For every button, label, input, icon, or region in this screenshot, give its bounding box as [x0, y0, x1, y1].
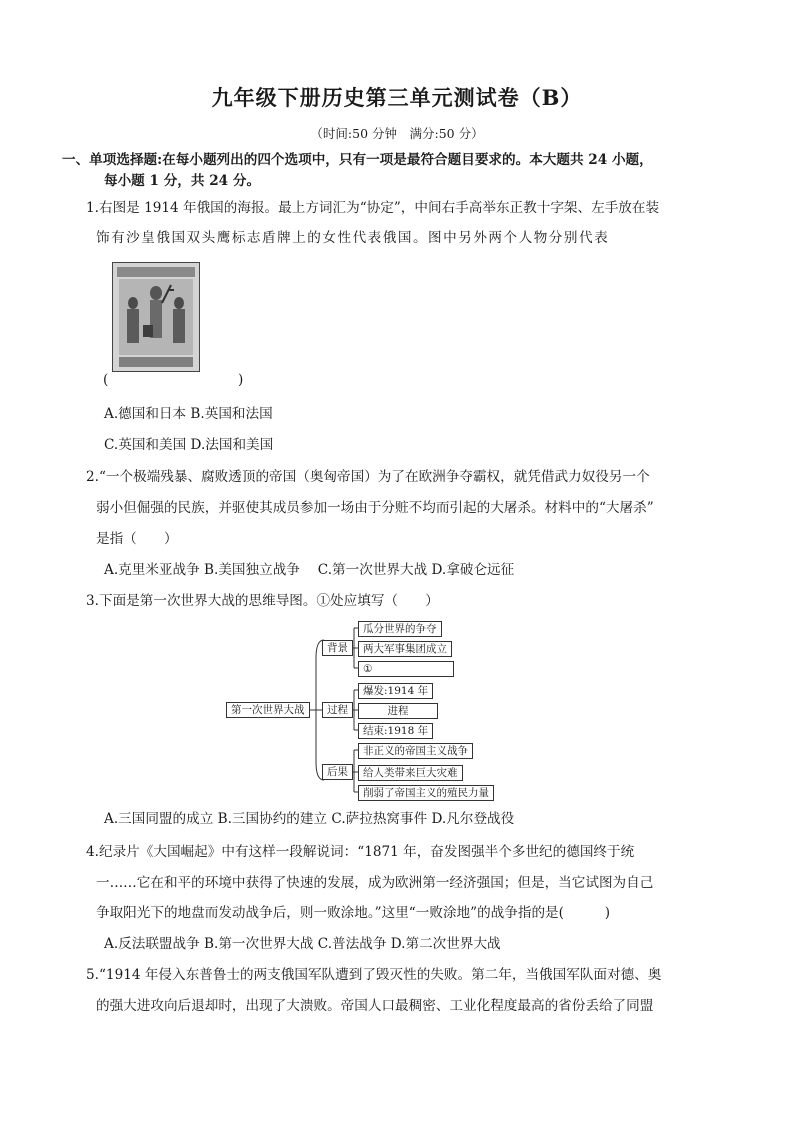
mind-map-item: 非正义的帝国主义战争: [358, 743, 473, 759]
q3-options: A.三国同盟的成立 B.三国协约的建立 C.萨拉热窝事件 D.凡尔登战役: [104, 811, 515, 827]
q4-options: A.反法联盟战争 B.第一次世界大战 C.普法战争 D.第二次世界大战: [104, 936, 501, 952]
q1-options-line2: C.英国和美国 D.法国和美国: [104, 437, 274, 453]
mind-map-item: 爆发:1914 年: [358, 683, 433, 699]
mind-map-root: 第一次世界大战: [226, 702, 310, 718]
page-title: 九年级下册历史第三单元测试卷（B）: [211, 85, 583, 110]
q4-line2: 一……它在和平的环境中获得了快速的发展，成为欧洲第一经济强国；但是，当它试图为自己: [96, 875, 654, 891]
mind-map-item: 两大军事集团成立: [358, 641, 452, 657]
q1-options-line1: A.德国和日本 B.英国和法国: [104, 406, 273, 422]
mind-map-item: 削弱了帝国主义的殖民力量: [358, 785, 494, 801]
q5-line1: 5.“1914 年侵入东普鲁士的两支俄国军队遭到了毁灭性的失败。第二年，当俄国军队面对德、奥: [86, 967, 662, 983]
q5-line2: 的强大进攻向后退却时，出现了大溃败。帝国人口最稠密、工业化程度最高的省份丢给了同盟: [96, 998, 654, 1014]
poster-illustration: [113, 263, 199, 371]
mind-map: [224, 618, 524, 802]
q4-line1: 4.纪录片《大国崛起》中有这样一段解说词：“1871 年，奋发图强半个多世纪的德国终于统: [86, 844, 635, 860]
section-heading-line2: 每小题 1 分，共 24 分。: [104, 173, 261, 189]
section-heading-line1: 一、单项选择题:在每小题列出的四个选项中，只有一项是最符合题目要求的。本大题共 24 小题，: [62, 152, 653, 168]
q3-line1: 3.下面是第一次世界大战的思维导图。①处应填写（ ）: [86, 593, 439, 609]
mind-map-item: 瓜分世界的争夺: [358, 621, 442, 637]
q4-line3: 争取阳光下的地盘而发动战争后，则一败涂地。”这里“一败涂地”的战争指的是( ): [96, 905, 611, 921]
q1-line1: 1.右图是 1914 年俄国的海报。最上方词汇为“协定”，中间右手高举东正教十字架、左手放在装: [86, 200, 660, 216]
mind-map-blank-1: ①: [358, 661, 454, 677]
mind-map-branch-process: 过程: [322, 702, 353, 718]
q1-line2: 饰有沙皇俄国双头鹰标志盾牌上的女性代表俄国。图中另外两个人物分别代表: [96, 230, 610, 246]
q2-options: A.克里米亚战争 B.美国独立战争 C.第一次世界大战 D.拿破仑远征: [104, 562, 515, 578]
mind-map-item: 结束:1918 年: [358, 723, 433, 739]
q2-line3: 是指（ ）: [96, 531, 178, 547]
q2-line2: 弱小但倔强的民族，并驱使其成员参加一场由于分赃不均而引起的大屠杀。材料中的“大屠杀”: [96, 500, 654, 516]
mind-map-item: 给人类带来巨大灾难: [358, 765, 463, 781]
q1-answer-bracket-close: ): [238, 372, 244, 388]
q1-answer-bracket-open: (: [103, 372, 109, 388]
q2-line1: 2.“一个极端残暴、腐败透顶的帝国（奥匈帝国）为了在欧洲争夺霸权，就凭借武力奴役另一个: [86, 469, 650, 485]
mind-map-branch-background: 背景: [322, 640, 353, 656]
page-subtitle: （时间:50 分钟 满分:50 分）: [310, 126, 484, 141]
mind-map-item: 进程: [358, 703, 438, 719]
mind-map-branch-result: 后果: [322, 764, 353, 780]
poster-image: [112, 262, 200, 372]
